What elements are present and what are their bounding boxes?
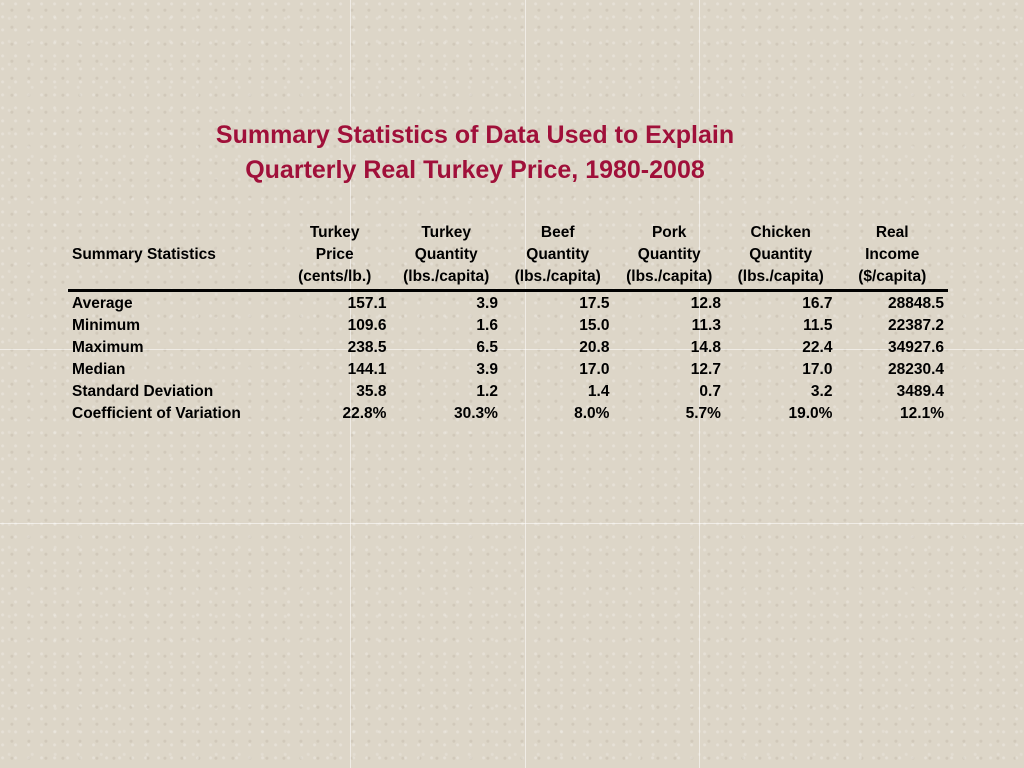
header-line: (lbs./capita) (403, 268, 490, 285)
table-cell: 1.2 (476, 383, 498, 400)
table-cell: 157.1 (347, 295, 387, 312)
row-label: Average (72, 295, 133, 312)
table-row (68, 359, 948, 381)
header-real-income (836, 222, 948, 291)
header-chicken-quantity (725, 222, 837, 291)
header-line: Quantity (526, 246, 590, 263)
table-cell: 19.0% (788, 405, 833, 422)
header-line: (lbs./capita) (626, 268, 713, 285)
header-line: Turkey (421, 224, 472, 241)
table-cell: 8.0% (574, 405, 610, 422)
row-label: Maximum (72, 339, 144, 356)
slide-title-line-1: Summary Statistics of Data Used to Explain (215, 121, 735, 149)
slide-title (0, 118, 950, 188)
header-turkey-quantity (390, 222, 502, 291)
table-cell: 12.8 (690, 295, 721, 312)
background-seam (0, 523, 1024, 524)
header-line: Pork (651, 224, 687, 241)
header-line: Income (865, 246, 920, 263)
table-row (68, 381, 948, 403)
table-cell: 238.5 (347, 339, 387, 356)
header-line: (lbs./capita) (737, 268, 824, 285)
header-line: Turkey (309, 224, 360, 241)
header-beef-quantity (502, 222, 614, 291)
table-cell: 34927.6 (887, 339, 944, 356)
table-cell: 3.2 (810, 383, 833, 400)
table-cell: 30.3% (454, 405, 498, 422)
header-line: ($/capita) (858, 268, 927, 285)
table-cell: 6.5 (476, 339, 498, 356)
table-cell: 3489.4 (896, 383, 944, 400)
header-line: (cents/lb.) (298, 268, 372, 285)
table-cell: 14.8 (690, 339, 721, 356)
header-line: Quantity (414, 246, 478, 263)
table-cell: 22387.2 (887, 317, 944, 334)
table-cell: 11.5 (803, 317, 833, 334)
row-label: Standard Deviation (72, 383, 214, 400)
header-corner-label: Summary Statistics (68, 222, 279, 291)
table-cell: 17.0 (802, 361, 833, 378)
table-cell: 3.9 (476, 361, 498, 378)
slide-title-line-2: Quarterly Real Turkey Price, 1980-2008 (245, 156, 705, 184)
table-cell: 15.0 (579, 317, 610, 334)
row-label: Minimum (72, 317, 141, 334)
table-cell: 3.9 (476, 295, 498, 312)
table-cell: 22.4 (802, 339, 833, 356)
table-cell: 1.4 (587, 383, 610, 400)
table-cell: 17.0 (579, 361, 610, 378)
table-cell: 109.6 (347, 317, 387, 334)
table-row (68, 315, 948, 337)
header-line: Beef (540, 224, 575, 241)
header-line: Quantity (637, 246, 701, 263)
table-cell: 1.6 (476, 317, 498, 334)
table-row (68, 291, 948, 316)
table-cell: 35.8 (356, 383, 387, 400)
table-cell: 16.7 (802, 295, 833, 312)
header-line: (lbs./capita) (514, 268, 601, 285)
table-cell: 28848.5 (887, 295, 944, 312)
header-line: Real (875, 224, 909, 241)
row-label: Coefficient of Variation (72, 405, 241, 422)
header-turkey-price (279, 222, 391, 291)
header-line: Price (315, 246, 354, 263)
table-cell: 22.8% (342, 405, 387, 422)
table-cell: 0.7 (699, 383, 721, 400)
table-cell: 11.3 (691, 317, 721, 334)
summary-statistics-table (68, 222, 948, 425)
header-line: Chicken (750, 224, 811, 241)
table-cell: 144.1 (347, 361, 387, 378)
row-label: Median (72, 361, 126, 378)
table-cell: 12.1% (900, 405, 944, 422)
table-row (68, 403, 948, 425)
table-row (68, 337, 948, 359)
table-cell: 28230.4 (887, 361, 944, 378)
table-cell: 5.7% (685, 405, 721, 422)
header-pork-quantity (613, 222, 725, 291)
table-header-row (68, 222, 948, 291)
header-line: Quantity (749, 246, 813, 263)
table-cell: 20.8 (579, 339, 610, 356)
table-cell: 12.7 (690, 361, 721, 378)
table-cell: 17.5 (579, 295, 610, 312)
